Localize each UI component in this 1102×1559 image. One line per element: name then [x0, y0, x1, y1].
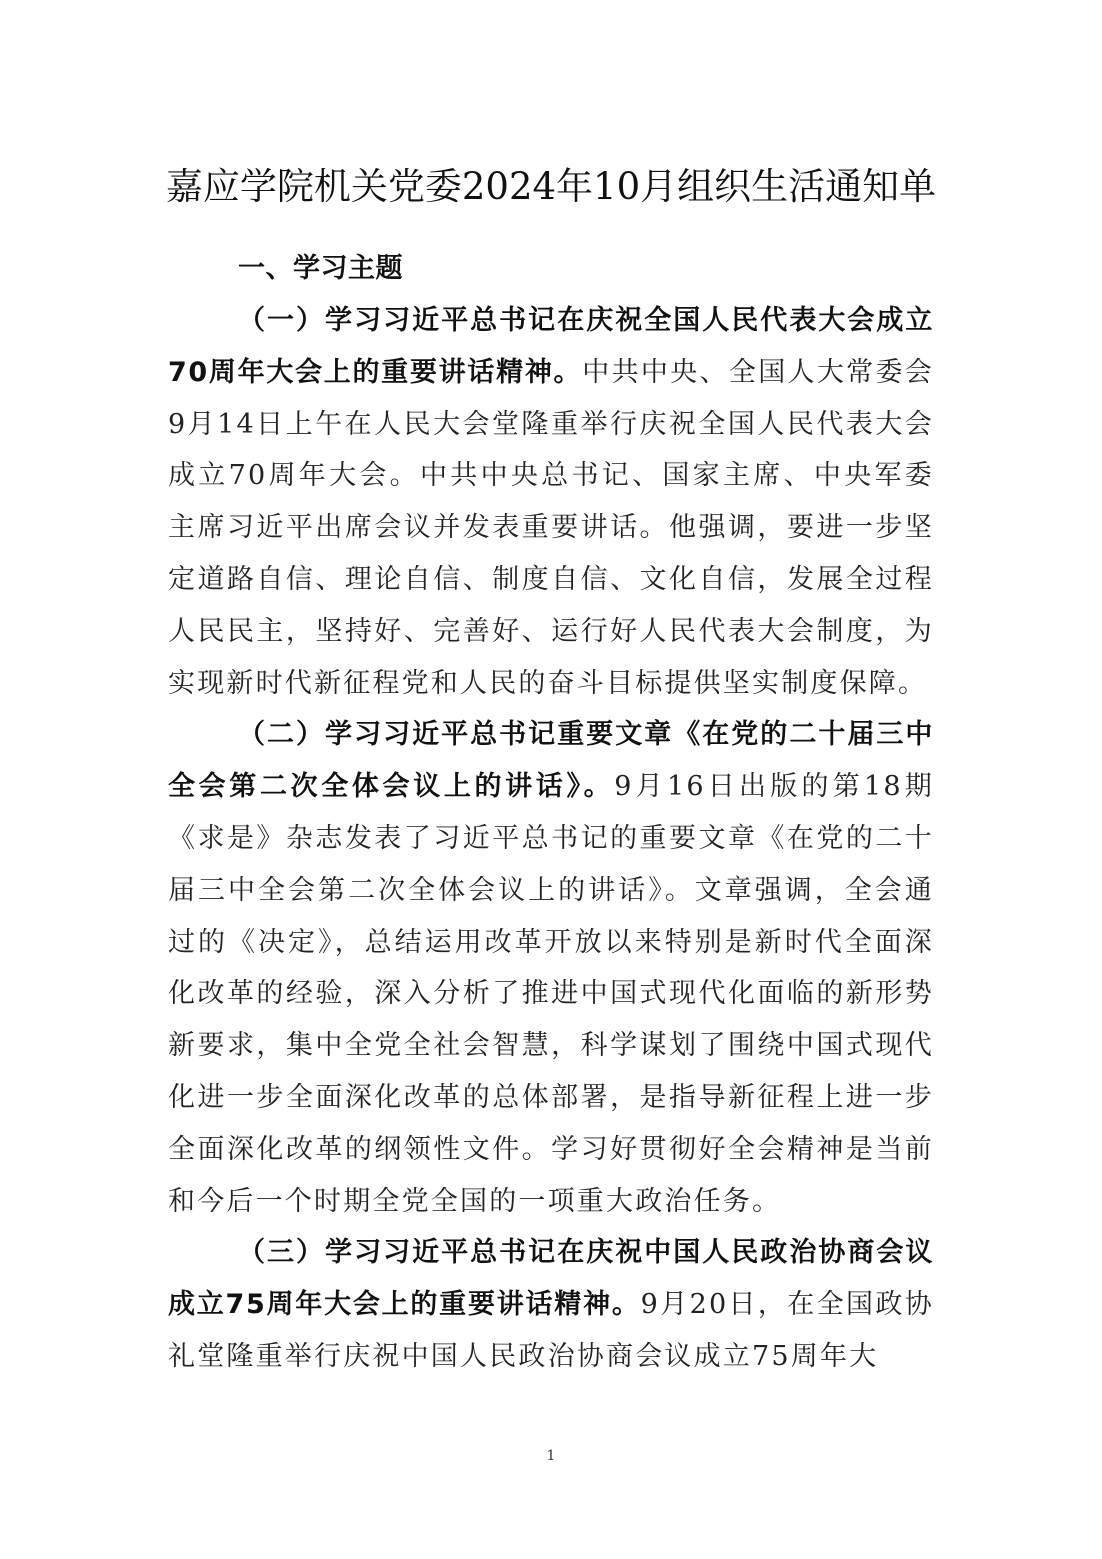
study-item-3 [168, 1227, 934, 1382]
study-item-2-heading: （二）学习习近平总书记重要文章《在党的二十届三中全会第二次全体会议上的讲话》。 [168, 719, 934, 803]
study-item-2 [168, 709, 934, 1227]
study-item-2-text: 9月16日出版的第18期《求是》杂志发表了习近平总书记的重要文章《在党的二十届三中全会第二次全体会议上的讲话》。文章强调，全会通过的《决定》，总结运用改革开放以来特别是新时代全面深化改革的经验，深入分析了推进中国式现代化面临的新形势新要求，集中全党全社会智慧，科学谋划了围绕中国式现代化进一步全面深化改革的总体部署，是指导新征程上进一步全面深化改革的纲领性文件。学习好贯彻好全会精神是当前和今后一个时期全党全国的一项重大政治任务。 [168, 771, 935, 1217]
study-item-1-heading: （一）学习习近平总书记在庆祝全国人民代表大会成立70周年大会上的重要讲话精神。 [168, 305, 934, 388]
document-body [168, 243, 934, 1383]
study-item-1 [168, 295, 934, 709]
study-item-3-text: 9月20日，在全国政协礼堂隆重举行庆祝中国人民政治协商会议成立75周年大 [168, 1289, 935, 1372]
section-heading: 一、学习主题 [238, 253, 403, 284]
page-number: 1 [546, 1448, 556, 1464]
study-item-1-text: 中共中央、全国人大常委会9月14日上午在人民大会堂隆重举行庆祝全国人民代表大会成立70周年大会。中共中央总书记、国家主席、中央军委主席习近平出席会议并发表重要讲话。他强调，要进一步坚定道路自信、理论自信、制度自信、文化自信，发展全过程人民民主，坚持好、完善好、运行好人民代表大会制度，为实现新时代新征程党和人民的奋斗目标提供坚实制度保障。 [168, 356, 934, 699]
study-item-3-heading: （三）学习习近平总书记在庆祝中国人民政治协商会议成立75周年大会上的重要讲话精神。 [168, 1237, 934, 1321]
document-title: 嘉应学院机关党委2024年10月组织生活通知单 [165, 164, 937, 208]
